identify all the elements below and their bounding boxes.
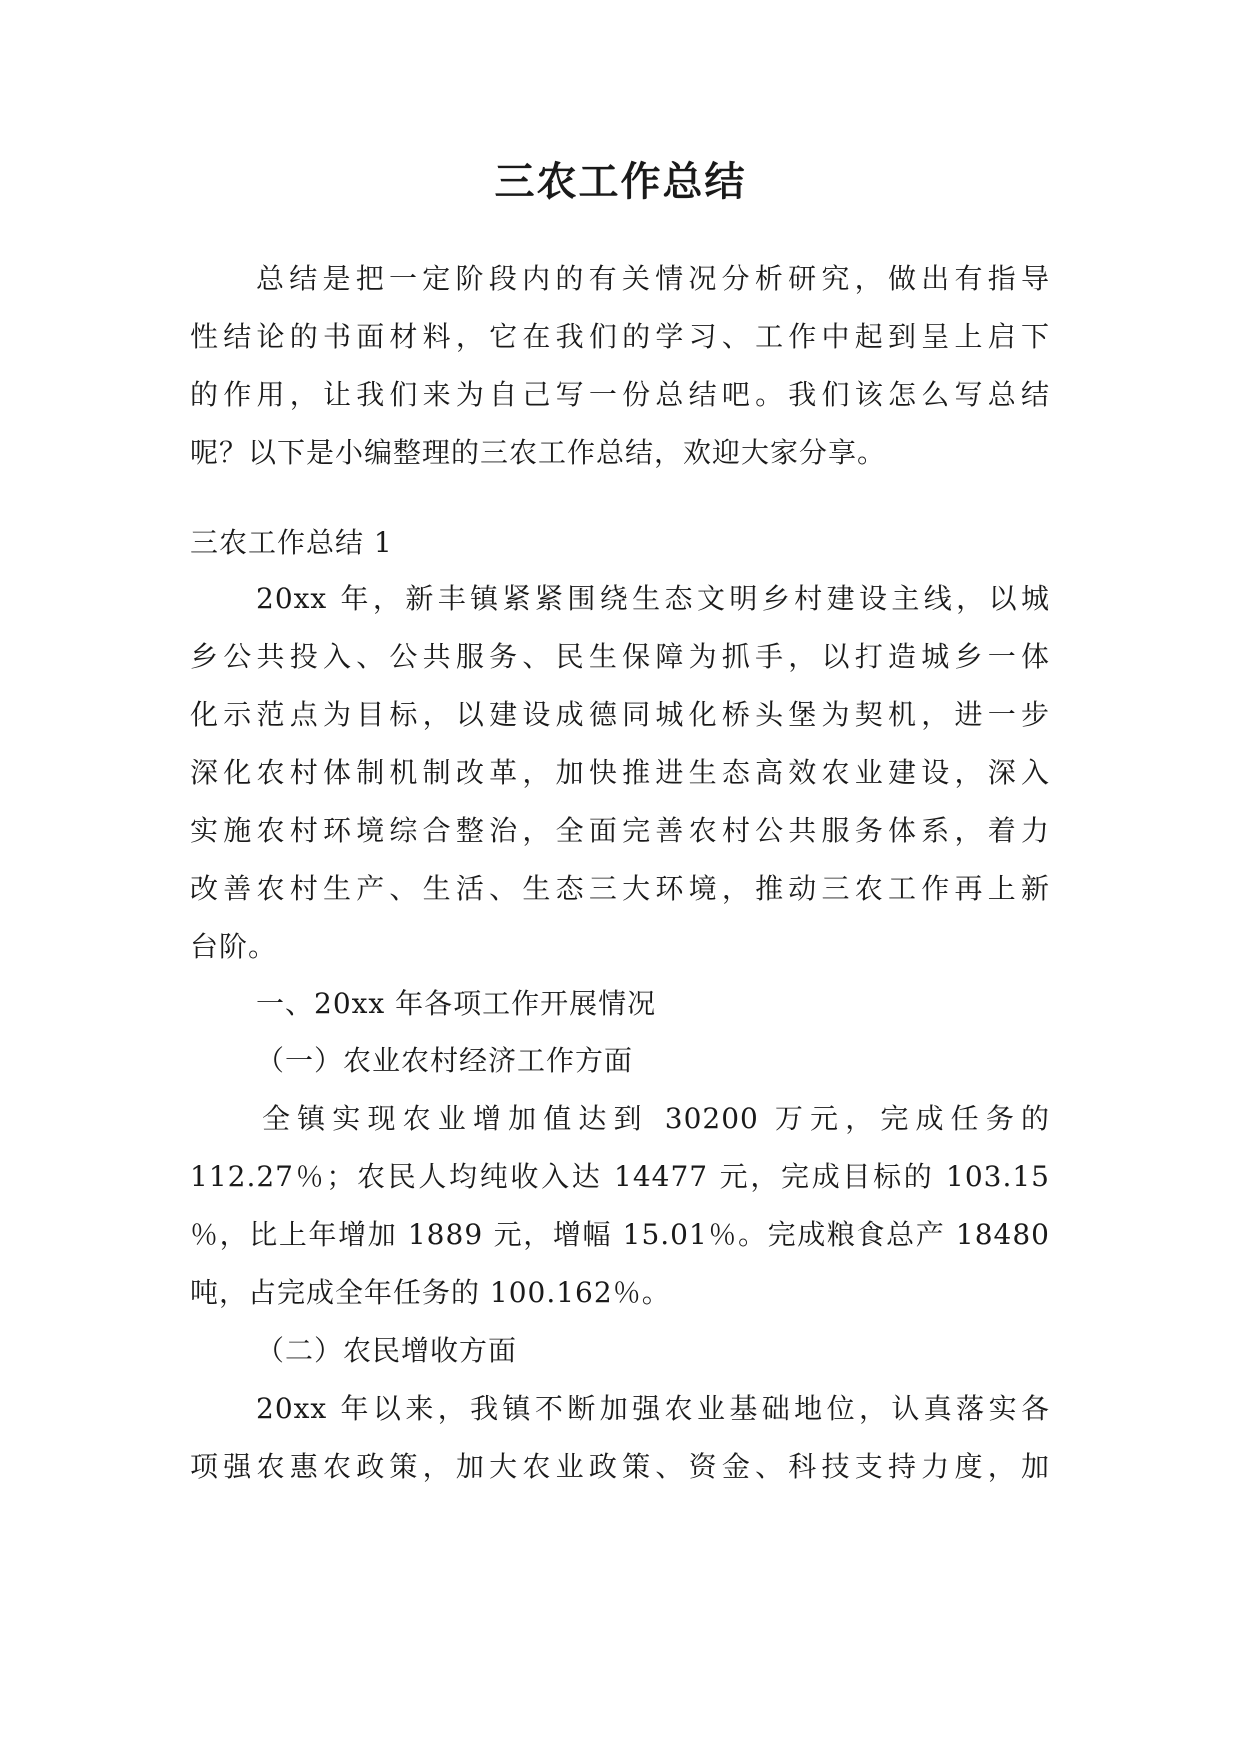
heading-1: 一、20xx 年各项工作开展情况: [256, 987, 657, 1020]
paragraph-3: [190, 1380, 1050, 1496]
heading-1-1-block: [190, 1032, 1050, 1090]
paragraph-line: 20xx 年，新丰镇紧紧围绕生态文明乡村建设主线，以城: [256, 582, 1050, 615]
intro-line: 的作用，让我们来为自己写一份总结吧。我们该怎么写总结: [190, 378, 1050, 411]
paragraph-line: 改善农村生产、生活、生态三大环境，推动三农工作再上新: [190, 872, 1050, 905]
intro-paragraph: [190, 250, 1050, 482]
document-title: 三农工作总结: [494, 158, 747, 205]
paragraph-line: 深化农村体制机制改革，加快推进生态高效农业建设，深入: [190, 756, 1050, 789]
intro-line: 性结论的书面材料，它在我们的学习、工作中起到呈上启下: [190, 320, 1050, 353]
paragraph-line: 台阶。: [190, 930, 278, 963]
paragraph-1: [190, 570, 1050, 976]
heading-1-block: [190, 975, 1050, 1033]
paragraph-line: 全镇实现农业增加值达到 30200 万元，完成任务的: [262, 1102, 1050, 1135]
section-heading: 三农工作总结 1: [190, 526, 393, 559]
paragraph-line: 112.27％；农民人均纯收入达 14477 元，完成目标的 103.15: [190, 1160, 1050, 1193]
paragraph-line: 吨，占完成全年任务的 100.162％。: [190, 1276, 671, 1309]
paragraph-line: 20xx 年以来，我镇不断加强农业基础地位，认真落实各: [256, 1392, 1050, 1425]
intro-line: 呢？以下是小编整理的三农工作总结，欢迎大家分享。: [190, 436, 887, 469]
heading-1-1: （一）农业农村经济工作方面: [256, 1044, 634, 1077]
paragraph-line: 乡公共投入、公共服务、民生保障为抓手，以打造城乡一体: [190, 640, 1050, 673]
paragraph-line: ％，比上年增加 1889 元，增幅 15.01％。完成粮食总产 18480: [190, 1218, 1050, 1251]
section-heading-block: [190, 514, 1050, 572]
intro-line: 总结是把一定阶段内的有关情况分析研究，做出有指导: [256, 262, 1050, 295]
heading-1-2-block: [190, 1322, 1050, 1380]
paragraph-line: 实施农村环境综合整治，全面完善农村公共服务体系，着力: [190, 814, 1050, 847]
heading-1-2: （二）农民增收方面: [256, 1334, 518, 1367]
paragraph-line: 化示范点为目标，以建设成德同城化桥头堡为契机，进一步: [190, 698, 1050, 731]
paragraph-line: 项强农惠农政策，加大农业政策、资金、科技支持力度，加: [190, 1450, 1050, 1483]
paragraph-2: [190, 1090, 1050, 1322]
